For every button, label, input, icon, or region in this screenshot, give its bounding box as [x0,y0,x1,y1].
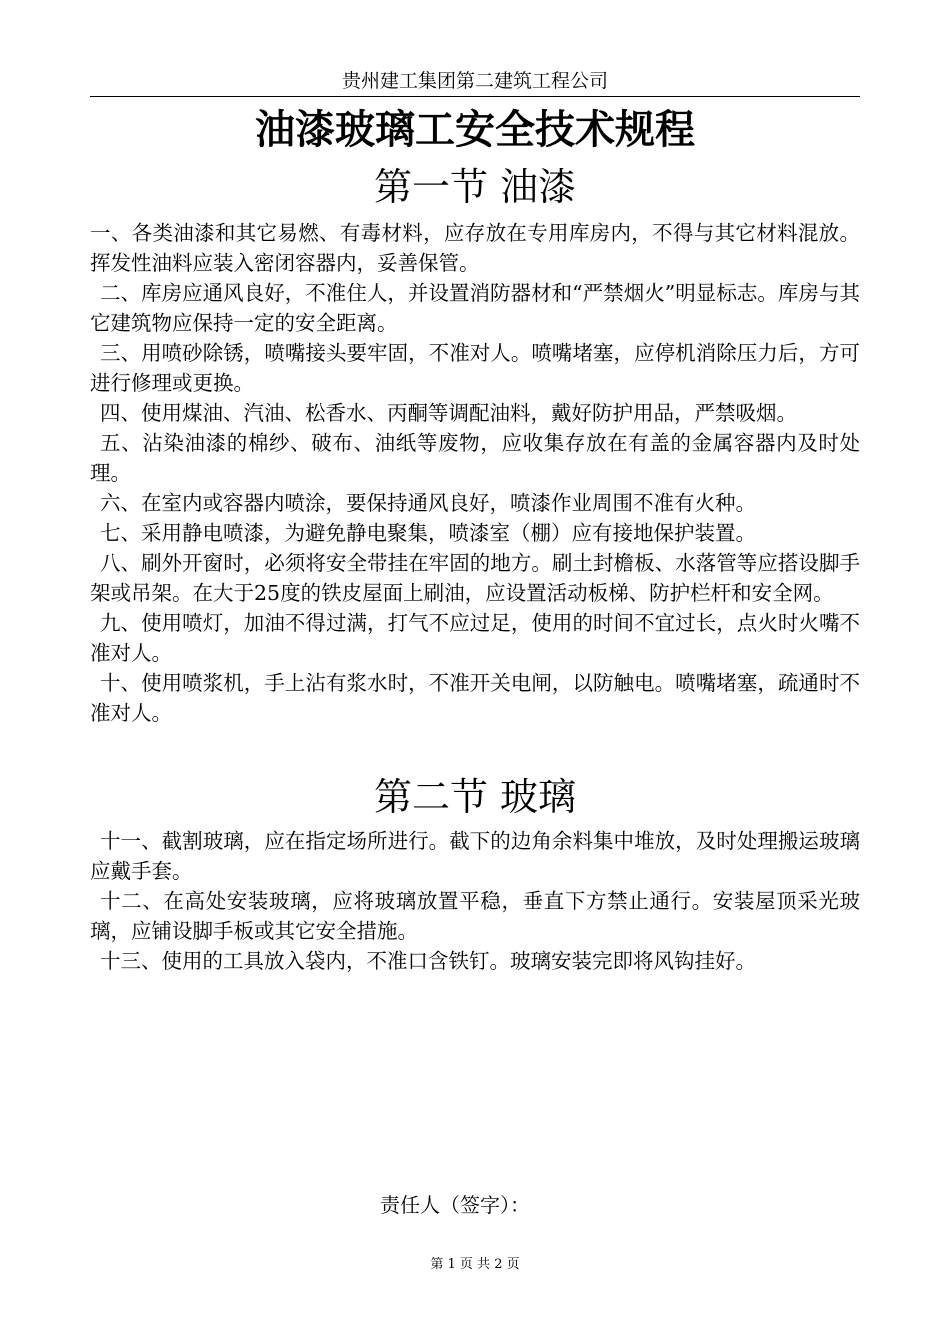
rule-item-12: 十二、在高处安装玻璃，应将玻璃放置平稳，垂直下方禁止通行。安装屋顶采光玻璃，应铺设脚手板或其它安全措施。 [90,889,860,943]
rule-item-8: 八、刷外开窗时，必须将安全带挂在牢固的地方。刷土封檐板、水落管等应搭设脚手架或吊架。在大于25度的铁皮屋面上刷油，应设置活动板梯、防护栏杆和安全网。 [90,551,860,605]
section-1-heading: 第一节 油漆 [373,165,577,209]
rule-item-6: 六、在室内或容器内喷涂，要保持通风良好，喷漆作业周围不准有火种。 [100,491,756,515]
section-2-items [90,826,860,976]
rule-item-13: 十三、使用的工具放入袋内，不准口含铁钉。玻璃安装完即将风钩挂好。 [100,949,756,973]
rule-item-7: 七、采用静电喷漆，为避免静电聚集，喷漆室（棚）应有接地保护装置。 [100,521,756,545]
section-2-heading: 第二节 玻璃 [373,775,577,819]
rule-item-1: 一、各类油漆和其它易燃、有毒材料，应存放在专用库房内，不得与其它材料混放。挥发性油料应装入密闭容器内，妥善保管。 [90,221,860,275]
rule-item-9: 九、使用喷灯，加油不得过满，打气不应过足，使用的时间不宜过长，点火时火嘴不准对人。 [90,611,860,665]
rule-item-2: 二、库房应通风良好，不准住人，并设置消防器材和“严禁烟火”明显标志。库房与其它建筑物应保持一定的安全距离。 [90,281,860,335]
rule-item-11: 十一、截割玻璃，应在指定场所进行。截下的边角余料集中堆放，及时处理搬运玻璃应戴手套。 [90,829,860,883]
rule-item-10: 十、使用喷浆机，手上沾有浆水时，不准开关电闸，以防触电。喷嘴堵塞，疏通时不准对人。 [90,671,860,725]
signature-line: 责任人（签字）： [380,1193,530,1217]
section-1-items [90,218,860,728]
rule-item-3: 三、用喷砂除锈，喷嘴接头要牢固，不准对人。喷嘴堵塞，应停机消除压力后，方可进行修理或更换。 [90,341,860,395]
rule-item-4: 四、使用煤油、汽油、松香水、丙酮等调配油料，戴好防护用品，严禁吸烟。 [100,401,797,425]
rule-item-5: 五、沾染油漆的棉纱、破布、油纸等废物，应收集存放在有盖的金属容器内及时处理。 [90,431,860,485]
page-header: 贵州建工集团第二建筑工程公司 [90,68,860,97]
document-title: 油漆玻璃工安全技术规程 [255,107,695,153]
page-number: 第 1 页 共 2 页 [430,1257,520,1272]
